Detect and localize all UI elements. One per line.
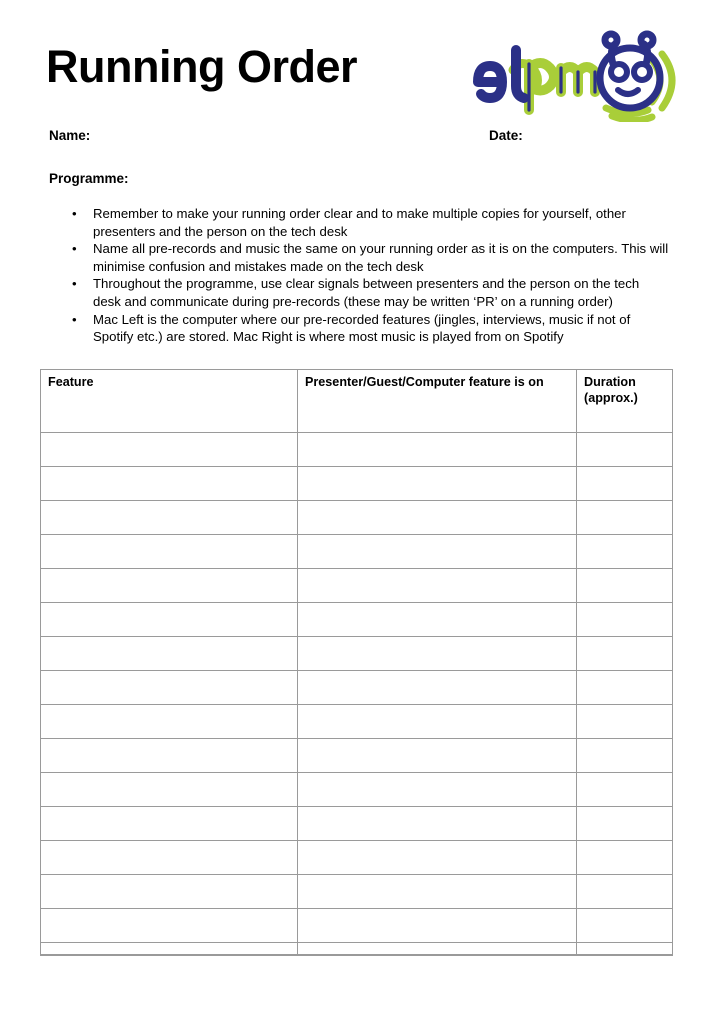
bullet-icon: • xyxy=(72,276,77,292)
list-item-text: Mac Left is the computer where our pre-recorded features (jingles, interviews, music if not of Spotify etc.) are stored. Mac Right is where most music is played from on Spotify xyxy=(93,311,631,345)
table-row[interactable] xyxy=(41,569,673,603)
running-order-table xyxy=(40,369,673,956)
cell-feature[interactable] xyxy=(41,467,298,501)
cell-feature[interactable] xyxy=(41,875,298,909)
list-item xyxy=(61,240,669,275)
cell-presenter[interactable] xyxy=(298,875,577,909)
table-row[interactable] xyxy=(41,773,673,807)
column-header-duration-line2: (approx.) xyxy=(584,390,638,405)
cell-presenter[interactable] xyxy=(298,705,577,739)
cell-duration[interactable] xyxy=(577,603,673,637)
list-item-text: Throughout the programme, use clear signals between presenters and the person on the tech desk and communicate during pre-records (these may be written ‘PR’ on a running order) xyxy=(93,276,640,309)
cell-feature[interactable] xyxy=(41,841,298,875)
cell-duration[interactable] xyxy=(577,671,673,705)
cell-presenter[interactable] xyxy=(298,841,577,875)
column-header-duration-line1: Duration xyxy=(584,375,636,389)
cell-feature[interactable] xyxy=(41,807,298,841)
cell-duration[interactable] xyxy=(577,637,673,671)
cell-duration[interactable] xyxy=(577,943,673,956)
cell-duration[interactable] xyxy=(577,773,673,807)
cell-feature[interactable] xyxy=(41,671,298,705)
cell-feature[interactable] xyxy=(41,535,298,569)
bullet-icon: • xyxy=(72,241,77,257)
bullet-icon: • xyxy=(72,311,77,327)
cell-feature[interactable] xyxy=(41,773,298,807)
column-header-presenter: Presenter/Guest/Computer feature is on xyxy=(298,370,577,433)
cell-feature[interactable] xyxy=(41,501,298,535)
table-body xyxy=(41,433,673,956)
page-title: Running Order xyxy=(46,41,357,92)
cell-duration[interactable] xyxy=(577,875,673,909)
table-row[interactable] xyxy=(41,875,673,909)
cell-presenter[interactable] xyxy=(298,535,577,569)
cell-presenter[interactable] xyxy=(298,773,577,807)
cell-feature[interactable] xyxy=(41,603,298,637)
cell-presenter[interactable] xyxy=(298,739,577,773)
cell-feature[interactable] xyxy=(41,739,298,773)
name-field-label: Name: xyxy=(49,128,91,143)
cell-presenter[interactable] xyxy=(298,433,577,467)
table-row[interactable] xyxy=(41,501,673,535)
cell-duration[interactable] xyxy=(577,433,673,467)
table-row[interactable] xyxy=(41,637,673,671)
table-row[interactable] xyxy=(41,739,673,773)
document-header xyxy=(0,26,724,126)
cell-presenter[interactable] xyxy=(298,943,577,956)
column-header-duration xyxy=(577,370,673,433)
date-field-label: Date: xyxy=(489,128,523,143)
cell-duration[interactable] xyxy=(577,841,673,875)
cell-duration[interactable] xyxy=(577,807,673,841)
cell-feature[interactable] xyxy=(41,705,298,739)
cell-feature[interactable] xyxy=(41,569,298,603)
list-item xyxy=(61,205,669,240)
cell-presenter[interactable] xyxy=(298,671,577,705)
cell-presenter[interactable] xyxy=(298,569,577,603)
cell-feature[interactable] xyxy=(41,909,298,943)
elpm-logo xyxy=(466,30,678,122)
bullet-icon: • xyxy=(72,206,77,221)
table-row[interactable] xyxy=(41,467,673,501)
cell-presenter[interactable] xyxy=(298,637,577,671)
cell-presenter[interactable] xyxy=(298,467,577,501)
table-row[interactable] xyxy=(41,603,673,637)
cell-duration[interactable] xyxy=(577,501,673,535)
table-row[interactable] xyxy=(41,433,673,467)
cell-duration[interactable] xyxy=(577,705,673,739)
list-item-text: Name all pre-records and music the same on your running order as it is on the computers. This will minimise confusion and mistakes made on the tech desk xyxy=(93,241,669,274)
list-item xyxy=(61,311,669,346)
table-row[interactable] xyxy=(41,671,673,705)
programme-field-label: Programme: xyxy=(49,171,129,186)
instructions-list xyxy=(61,205,669,346)
cell-feature[interactable] xyxy=(41,943,298,956)
column-header-feature: Feature xyxy=(41,370,298,433)
cell-duration[interactable] xyxy=(577,467,673,501)
cell-presenter[interactable] xyxy=(298,909,577,943)
list-item-text: Remember to make your running order clear and to make multiple copies for yourself, other presenters and the person on the tech desk xyxy=(93,206,626,239)
table-row[interactable] xyxy=(41,841,673,875)
cell-duration[interactable] xyxy=(577,739,673,773)
table-row[interactable] xyxy=(41,909,673,943)
cell-duration[interactable] xyxy=(577,535,673,569)
table-row[interactable] xyxy=(41,705,673,739)
table-header-row xyxy=(41,370,673,433)
table-row[interactable] xyxy=(41,943,673,956)
table-row[interactable] xyxy=(41,807,673,841)
cell-presenter[interactable] xyxy=(298,501,577,535)
cell-feature[interactable] xyxy=(41,637,298,671)
name-date-line xyxy=(0,128,724,148)
cell-duration[interactable] xyxy=(577,909,673,943)
cell-duration[interactable] xyxy=(577,569,673,603)
list-item xyxy=(61,275,669,310)
cell-presenter[interactable] xyxy=(298,603,577,637)
table-row[interactable] xyxy=(41,535,673,569)
cell-feature[interactable] xyxy=(41,433,298,467)
cell-presenter[interactable] xyxy=(298,807,577,841)
